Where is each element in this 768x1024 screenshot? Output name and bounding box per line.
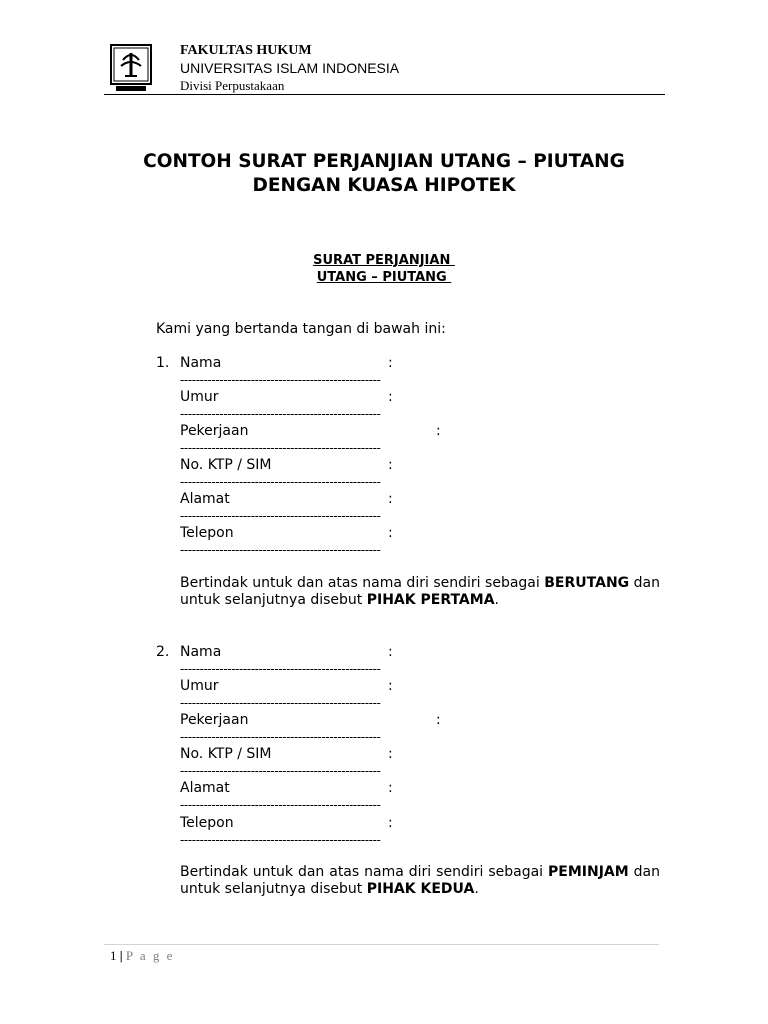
- party-1-id-label: No. KTP / SIM: [180, 457, 272, 473]
- footer-divider: [104, 944, 659, 945]
- party-2-statement-a: Bertindak untuk dan atas nama diri sendiri sebagai: [180, 864, 549, 880]
- party-1-job-colon: :: [436, 423, 441, 439]
- page-separator: |: [119, 948, 123, 963]
- document-subtitle: [100, 252, 668, 286]
- party-2-id-line: ---------------------------------------------------: [180, 765, 381, 777]
- party-2-job-colon: :: [436, 712, 441, 728]
- party-2-phone-label: Telepon: [180, 815, 234, 831]
- party-1-age-line: ---------------------------------------------------: [180, 408, 381, 420]
- document-title: [100, 150, 668, 198]
- party-2-number: 2.: [156, 644, 170, 660]
- party-2-address-line: ---------------------------------------------------: [180, 799, 381, 811]
- party-2-age-colon: :: [388, 678, 393, 694]
- title-line-2: DENGAN KUASA HIPOTEK: [252, 175, 516, 196]
- party-2-phone-line: ---------------------------------------------------: [180, 834, 381, 846]
- party-1-designation: PIHAK PERTAMA: [366, 592, 495, 608]
- party-1-job-label: Pekerjaan: [180, 423, 249, 439]
- party-2-address-label: Alamat: [180, 780, 230, 796]
- party-1-number: 1.: [156, 355, 170, 371]
- party-1-id-colon: :: [388, 457, 393, 473]
- party-1-name-label: Nama: [180, 355, 222, 371]
- party-1-name-line: ---------------------------------------------------: [180, 374, 381, 386]
- party-1-role: BERUTANG: [544, 575, 630, 591]
- party-2-id-label: No. KTP / SIM: [180, 746, 272, 762]
- university-logo: [110, 44, 152, 92]
- party-1-name-colon: :: [388, 355, 393, 371]
- page-footer: [110, 948, 174, 964]
- division-name: Divisi Perpustakaan: [180, 78, 285, 93]
- title-line-1: CONTOH SURAT PERJANJIAN UTANG – PIUTANG: [143, 151, 625, 172]
- party-2-name-colon: :: [388, 644, 393, 660]
- page-label: P a g e: [125, 948, 175, 963]
- intro-text: Kami yang bertanda tangan di bawah ini:: [156, 321, 446, 337]
- party-1-address-label: Alamat: [180, 491, 230, 507]
- university-name: UNIVERSITAS ISLAM INDONESIA: [180, 60, 400, 76]
- party-1-address-colon: :: [388, 491, 393, 507]
- party-2-address-colon: :: [388, 780, 393, 796]
- party-2-name-line: ---------------------------------------------------: [180, 663, 381, 675]
- party-2-age-label: Umur: [180, 678, 219, 694]
- page-number: 1: [110, 948, 117, 963]
- party-2-designation: PIHAK KEDUA: [366, 881, 475, 897]
- subtitle-line-1: SURAT PERJANJIAN: [313, 253, 455, 268]
- party-2-statement: [180, 864, 660, 898]
- party-2-role: PEMINJAM: [548, 864, 629, 880]
- header-divider: [104, 94, 665, 95]
- party-1-phone-line: ---------------------------------------------------: [180, 544, 381, 556]
- party-2-phone-colon: :: [388, 815, 393, 831]
- party-2-job-line: ---------------------------------------------------: [180, 731, 381, 743]
- faculty-name: FAKULTAS HUKUM: [180, 43, 312, 58]
- party-1-age-colon: :: [388, 389, 393, 405]
- party-1-statement: [180, 575, 660, 609]
- party-1-statement-b: dan untuk selanjutnya disebut: [180, 575, 660, 608]
- party-2-statement-b: dan untuk selanjutnya disebut: [180, 864, 660, 897]
- party-2-job-label: Pekerjaan: [180, 712, 249, 728]
- party-1-statement-end: .: [494, 592, 499, 608]
- subtitle-line-2: UTANG – PIUTANG: [316, 270, 452, 285]
- party-2-id-colon: :: [388, 746, 393, 762]
- party-2-name-label: Nama: [180, 644, 222, 660]
- party-1-age-label: Umur: [180, 389, 219, 405]
- party-2-age-line: ---------------------------------------------------: [180, 697, 381, 709]
- party-1-id-line: ---------------------------------------------------: [180, 476, 381, 488]
- party-1-phone-label: Telepon: [180, 525, 234, 541]
- party-2-statement-end: .: [474, 881, 479, 897]
- party-1-address-line: ---------------------------------------------------: [180, 510, 381, 522]
- party-1-statement-a: Bertindak untuk dan atas nama diri sendiri sebagai: [180, 575, 545, 591]
- party-1-job-line: ---------------------------------------------------: [180, 442, 381, 454]
- party-1-phone-colon: :: [388, 525, 393, 541]
